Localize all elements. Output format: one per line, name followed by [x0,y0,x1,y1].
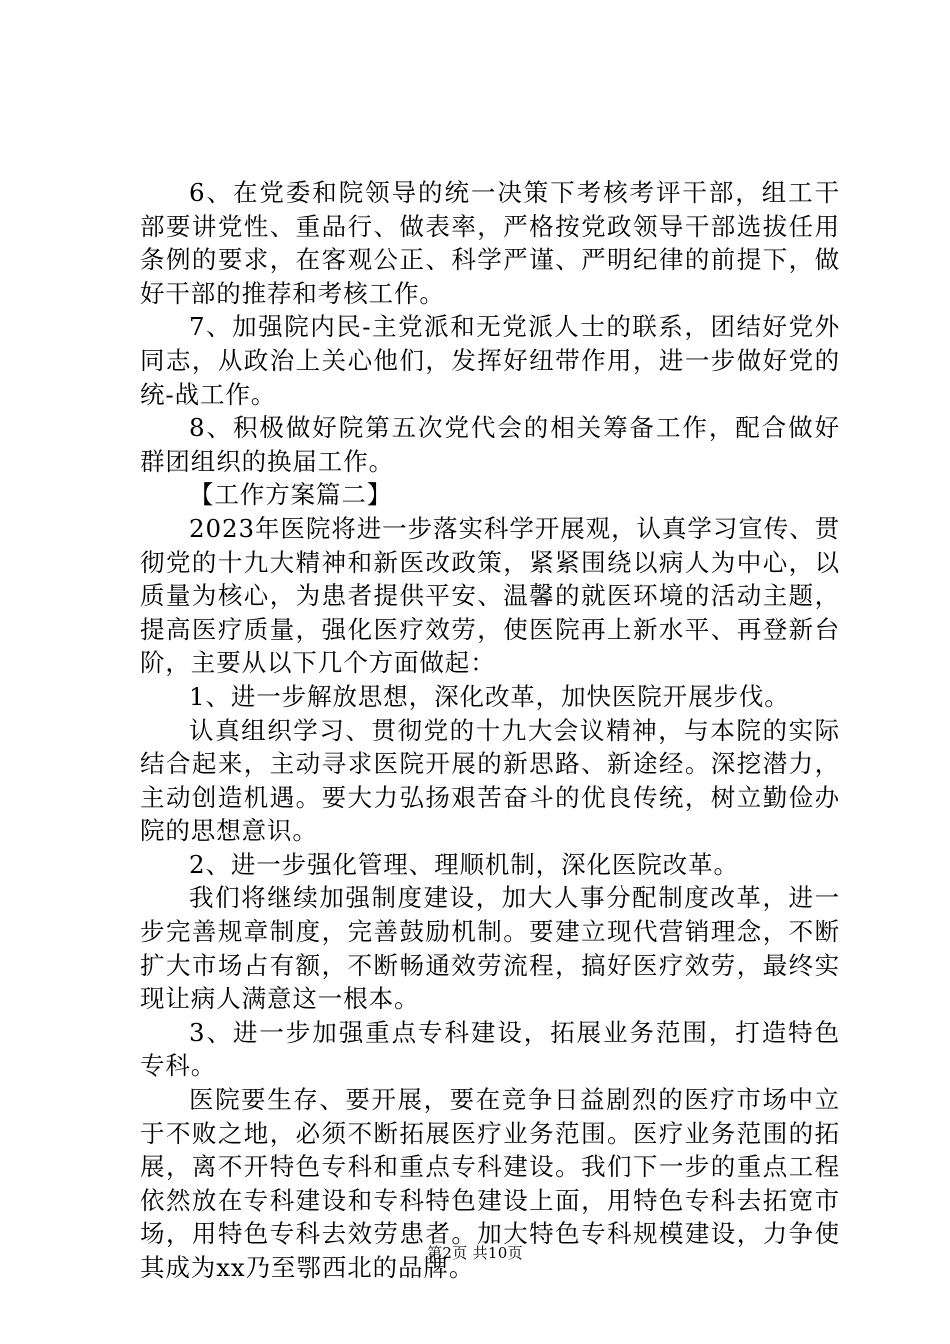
paragraph-item-6: 6、在党委和院领导的统一决策下考核考评干部，组工干部要讲党性、重品行、做表率，严格按党政领导干部选拔任用条例的要求，在客观公正、科学严谨、严明纪律的前提下，做好干部的推荐和考核工作。 [140,178,840,308]
paragraph-point-3-body: 医院要生存、要开展，要在竞争日益剧烈的医疗市场中立于不败之地，必须不断拓展医疗业务范围。医疗业务范围的拓展，离不开特色专科和重点专科建设。我们下一步的重点工程依然放在专科建设和专科特色建设上面，用特色专科去拓宽市场，用特色专科去效劳患者。加大特色专科规模建设，力争使其成为xx乃至鄂西北的品牌。 [140,1085,840,1282]
paragraph-point-1-heading: 1、进一步解放思想，深化改革，加快医院开展步伐。 [189,681,790,711]
section-heading: 【工作方案篇二】 [189,480,393,510]
paragraph-point-2-heading: 2、进一步强化管理、理顺机制，深化医院改革。 [189,849,739,879]
page-footer: 第2页 共10页 [427,1244,523,1262]
paragraph-intro: 2023年医院将进一步落实科学开展观，认真学习宣传、贯彻党的十九大精神和新医改政策，紧紧围绕以病人为中心，以质量为核心，为患者提供平安、温馨的就医环境的活动主题，提高医疗质量，强化医疗效劳，使医院再上新水平、再登新台阶，主要从以下几个方面做起： [140,513,840,678]
paragraph-point-3-heading: 3、进一步加强重点专科建设，拓展业务范围，打造特色专科。 [140,1017,840,1081]
paragraph-point-1-body: 认真组织学习、贯彻党的十九大会议精神，与本院的实际结合起来，主动寻求医院开展的新思路、新途经。深挖潜力，主动创造机遇。要大力弘扬艰苦奋斗的优良传统，树立勤俭办院的思想意识。 [140,715,840,846]
paragraph-item-8: 8、积极做好院第五次党代会的相关筹备工作，配合做好群团组织的换届工作。 [140,413,840,476]
paragraph-point-2-body: 我们将继续加强制度建设，加大人事分配制度改革，进一步完善规章制度，完善鼓励机制。要建立现代营销理念，不断扩大市场占有额，不断畅通效劳流程，搞好医疗效劳，最终实现让病人满意这一根本。 [140,883,840,1014]
document-body [140,176,840,1285]
paragraph-item-7: 7、加强院内民-主党派和无党派人士的联系，团结好党外同志，从政治上关心他们，发挥好纽带作用，进一步做好党的统-战工作。 [140,312,840,409]
